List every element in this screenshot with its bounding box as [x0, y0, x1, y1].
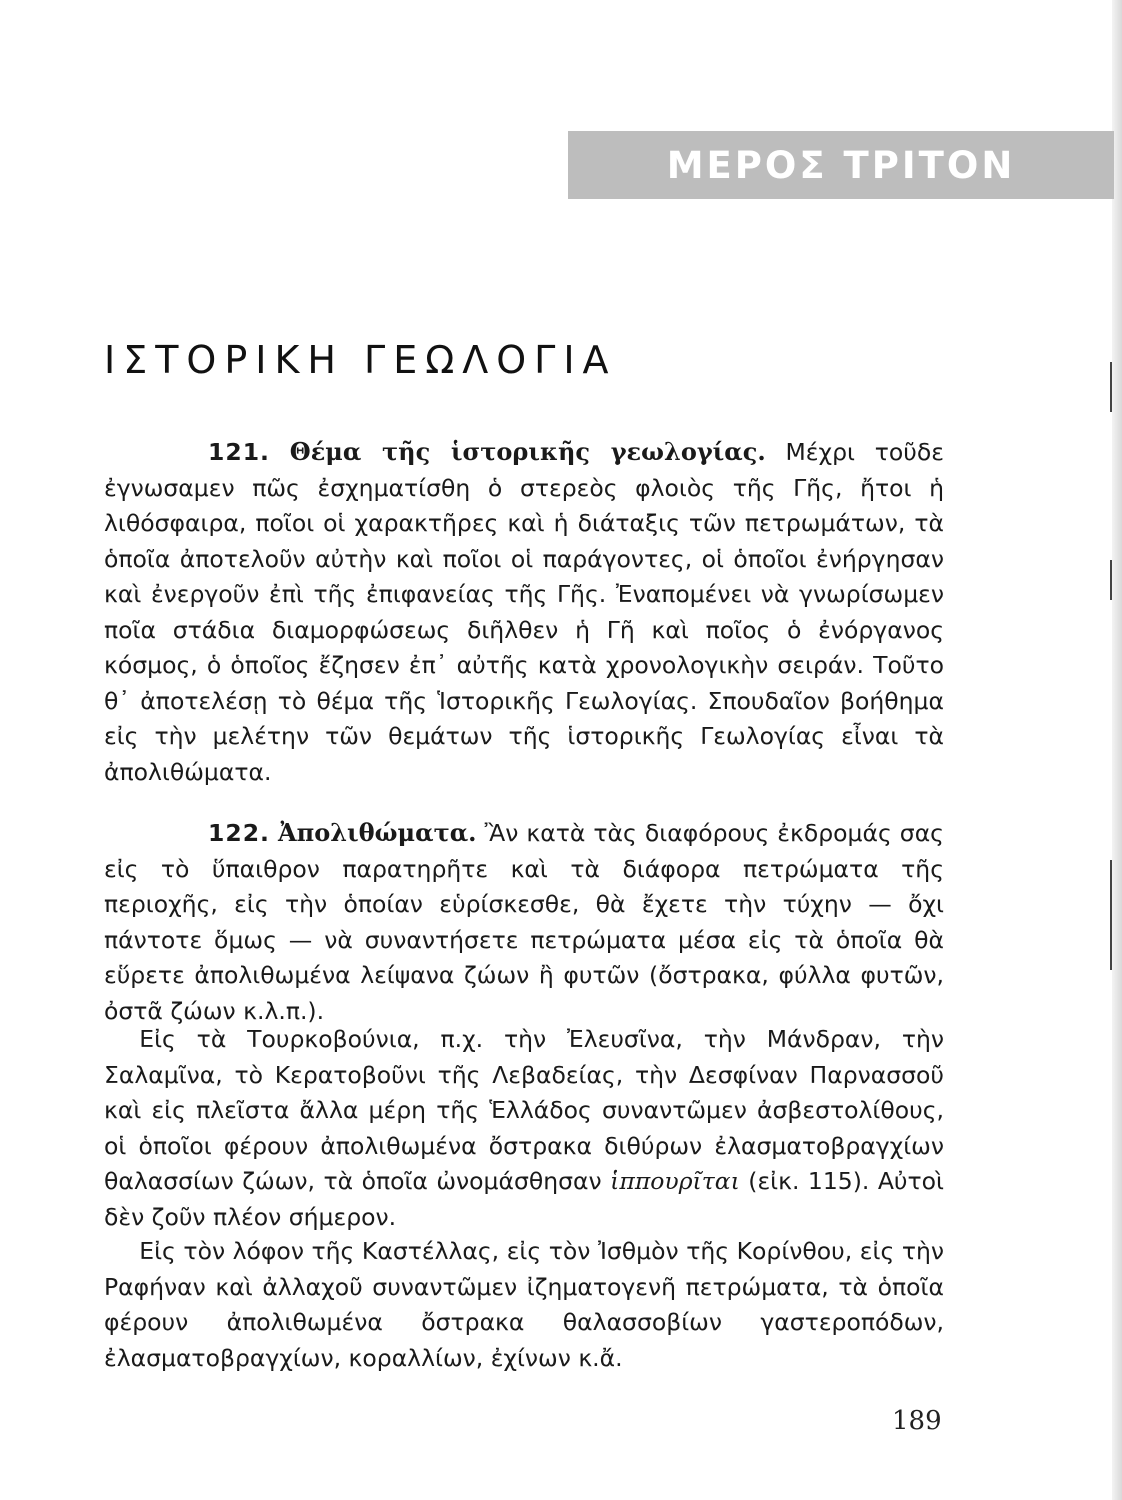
hippurites-term: ἱππουρῖται	[610, 1167, 740, 1195]
section-122-title: Ἀπολιθώματα.	[278, 818, 477, 847]
part-banner	[568, 131, 1114, 199]
paragraph-3-text: Εἰς τὸν λόφον τῆς Καστέλλας, εἰς τὸν Ἰσθμὸν τῆς Κορίνθου, εἰς τὴν Ραφήναν καὶ ἀλλαχοῦ συναντῶμεν ἰζηματογενῆ πετρώματα, τὰ ὁποῖα φέρουν ἀπολιθωμένα ὄστρακα θαλασσοβίων γαστεροπόδων, ἐλασματοβραγχίων, κοραλλίων, ἐχίνων κ.ἄ.	[104, 1237, 944, 1372]
section-122-text: Ἂν κατὰ τὰς διαφόρους ἐκδρομάς σας εἰς τὸ ὕπαιθρον παρατηρῆτε καὶ τὰ διάφορα πετρώματα τῆς περιοχῆς, εἰς τὴν ὁποίαν εὑρίσκεσθε, θὰ ἔχετε τὴν τύχην — ὄχι πάντοτε ὅμως — νὰ συναντήσετε πετρώματα μέσα εἰς τὰ ὁποῖα θὰ εὕρετε ἀπολιθωμένα λείψανα ζώων ἢ φυτῶν (ὄστρακα, φύλλα φυτῶν, ὀστᾶ ζώων κ.λ.π.).	[104, 819, 944, 1025]
part-banner-text: ΜΕΡΟΣ ΤΡΙΤΟΝ	[666, 143, 1016, 187]
edge-mark	[1110, 860, 1112, 970]
section-122-number: 122.	[208, 819, 270, 847]
section-122-paragraph-3	[104, 1234, 944, 1376]
section-121-text: Μέχρι τοῦδε ἐγνωσαμεν πῶς ἐσχηματίσθη ὁ στερεὸς φλοιὸς τῆς Γῆς, ἤτοι ἡ λιθόσφαιρα, ποῖοι οἱ χαρακτῆρες καὶ ἡ διάταξις τῶν πετρωμάτων, τὰ ὁποῖα ἀποτελοῦν αὐτὴν καὶ ποῖοι οἱ παράγοντες, οἱ ὁποῖοι ἐνήργησαν καὶ ἐνεργοῦν ἐπὶ τῆς ἐπιφανείας τῆς Γῆς. Ἐναπομένει νὰ γνωρίσωμεν ποῖα στάδια διαμορφώσεως διῆλθεν ἡ Γῆ καὶ ποῖος ὁ ἐνόργανος κόσμος, ὁ ὁποῖος ἔζησεν ἐπ᾽ αὐτῆς κατὰ χρονολογικὴν σειράν. Τοῦτο θ᾽ ἀποτελέσῃ τὸ θέμα τῆς Ἱστορικῆς Γεωλογίας. Σπουδαῖον βοήθημα εἰς τὴν μελέτην τῶν θεμάτων τῆς ἱστορικῆς Γεωλογίας εἶναι τὰ ἀπολιθώματα.	[104, 438, 944, 786]
paragraph-2-text-b: (εἰκ. 115). Αὐτοὶ δὲν ζοῦν πλέον σήμερον.	[104, 1167, 944, 1231]
section-122-paragraph	[104, 815, 944, 1029]
section-121-paragraph	[104, 434, 944, 790]
page-number: 189	[892, 1406, 942, 1436]
section-121-number: 121.	[208, 438, 270, 466]
paragraph-2-text-a: Εἰς τὰ Τουρκοβούνια, π.χ. τὴν Ἐλευσῖνα, τὴν Μάνδραν, τὴν Σαλαμῖνα, τὸ Κερατοβοῦνι τῆς Λεβαδείας, τὴν Δεσφίναν Παρνασσοῦ καὶ εἰς πλεῖστα ἄλλα μέρη τῆς Ἑλλάδος συναντῶμεν ἀσβεστολίθους, οἱ ὁποῖοι φέρουν ἀπολιθωμένα ὄστρακα διθύρων ἐλασματοβραγχίων θαλασσίων ζώων, τὰ ὁποῖα ὠνομάσθησαν	[104, 1025, 944, 1195]
chapter-title: ΙΣΤΟΡΙΚΗ ΓΕΩΛΟΓΙΑ	[104, 338, 617, 382]
page-edge-shadow	[1112, 0, 1122, 1500]
section-121-title: Θέμα τῆς ἱστορικῆς γεωλογίας.	[289, 437, 766, 466]
edge-mark	[1110, 560, 1112, 600]
edge-mark	[1110, 362, 1112, 412]
section-122-paragraph-2	[104, 1022, 944, 1235]
